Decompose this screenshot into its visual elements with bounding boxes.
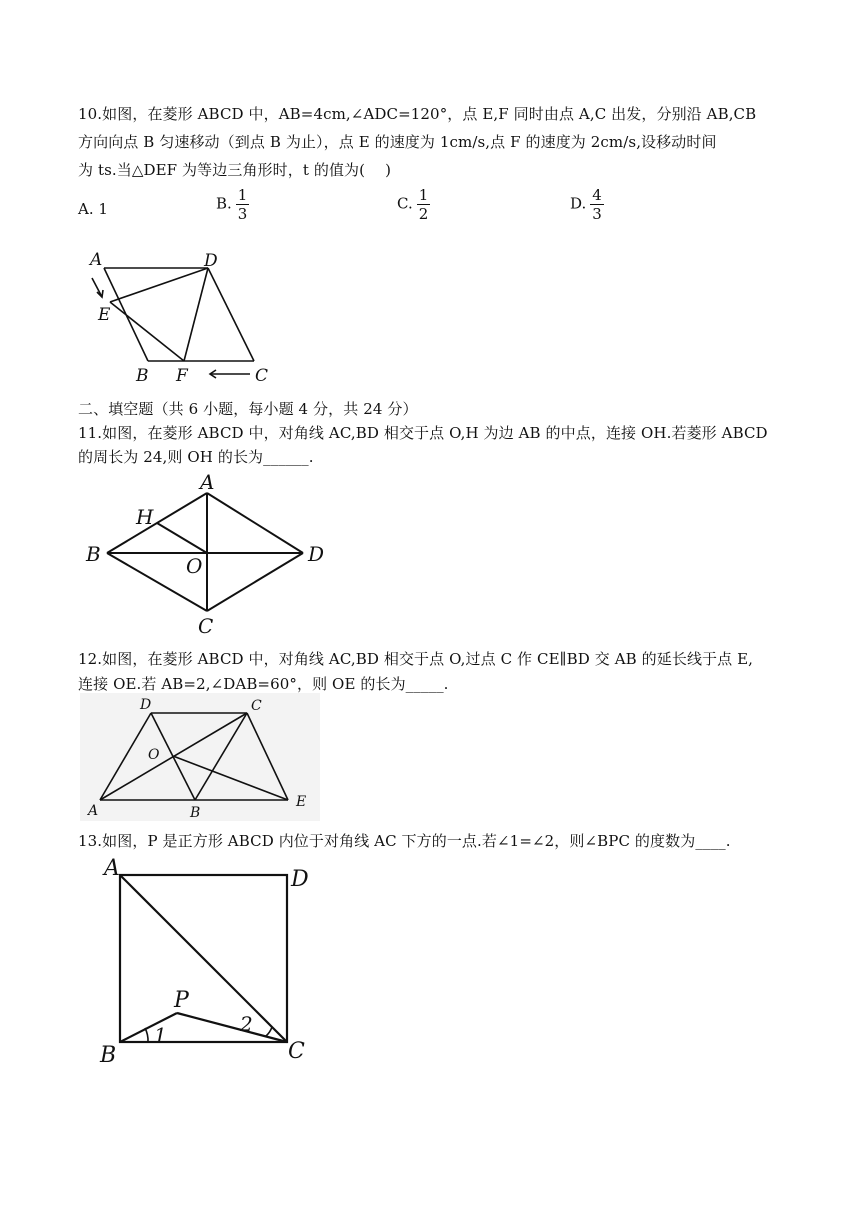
segment-oh <box>157 523 207 553</box>
option-b-label: B. <box>216 194 232 213</box>
section-2-title: 二、填空题（共 6 小题，每小题 4 分，共 24 分） <box>78 400 418 418</box>
segment-df <box>184 268 208 361</box>
label-b: B <box>190 805 201 821</box>
label-c: C <box>251 698 262 714</box>
label-c: C <box>288 1039 305 1064</box>
diagonal-ac <box>120 875 287 1042</box>
option-b-fraction <box>236 186 250 223</box>
edge-ad <box>207 493 303 553</box>
option-d-fraction <box>590 186 604 223</box>
option-d-label: D. <box>570 194 587 213</box>
label-o: O <box>148 747 160 763</box>
arrow-e-shaft <box>92 278 102 297</box>
label-o: O <box>186 554 203 578</box>
segment-de <box>110 268 208 302</box>
q11-line-1: 11.如图，在菱形 ABCD 中，对角线 AC,BD 相交于点 O,H 为边 AB 的中点，连接 OH.若菱形 ABCD <box>78 424 768 442</box>
q13-square-figure <box>90 855 330 1075</box>
label-c: C <box>255 366 269 386</box>
q10-line-1: 10.如图，在菱形 ABCD 中，AB=4cm,∠ADC=120°，点 E,F 同时由点 A,C 出发，分别沿 AB,CB <box>78 105 757 123</box>
option-d-denominator: 3 <box>592 205 602 223</box>
label-d: D <box>140 697 152 713</box>
label-d: D <box>204 251 218 271</box>
q10-option-d <box>570 186 604 223</box>
label-angle-1: 1 <box>154 1023 167 1047</box>
q10-option-c <box>397 186 430 223</box>
option-c-fraction <box>417 186 431 223</box>
q10-line-3: 为 ts.当△DEF 为等边三角形时，t 的值为( ) <box>78 161 392 179</box>
segment-ef <box>110 302 184 361</box>
q12-rhombus-figure <box>80 693 320 821</box>
label-d: D <box>291 867 309 892</box>
label-b: B <box>136 366 149 386</box>
label-a: A <box>200 470 215 494</box>
label-a: A <box>88 803 99 819</box>
q11-line-2: 的周长为 24,则 OH 的长为______. <box>78 448 314 466</box>
label-d: D <box>308 542 325 566</box>
angle-2-arc <box>266 1027 272 1036</box>
label-h: H <box>136 505 154 529</box>
edge-dc <box>207 553 303 611</box>
label-angle-2: 2 <box>240 1012 253 1036</box>
q13-line-1: 13.如图，P 是正方形 ABCD 内位于对角线 AC 下方的一点.若∠1=∠2，则∠BPC 的度数为____. <box>78 832 731 850</box>
label-e: E <box>296 794 307 810</box>
label-p: P <box>174 988 189 1013</box>
q10-line-2: 方向向点 B 匀速移动（到点 B 为止），点 E 的速度为 1cm/s,点 F 的速度为 2cm/s,设移动时间 <box>78 133 717 151</box>
option-c-denominator: 2 <box>418 205 429 223</box>
label-e: E <box>98 305 111 325</box>
q10-option-b <box>216 186 249 223</box>
segment-pc <box>177 1013 287 1042</box>
q10-option-a <box>78 200 108 218</box>
label-b: B <box>86 542 101 566</box>
option-a-label: A. 1 <box>78 200 108 218</box>
angle-1-arc <box>145 1028 148 1042</box>
label-c: C <box>198 614 214 638</box>
option-d-numerator: 4 <box>592 186 602 204</box>
label-b: B <box>100 1043 117 1068</box>
q12-line-2: 连接 OE.若 AB=2,∠DAB=60°，则 OE 的长为_____. <box>78 675 449 693</box>
q11-rhombus-figure <box>80 470 340 638</box>
edge-dc <box>208 268 254 361</box>
option-c-numerator: 1 <box>418 186 429 204</box>
label-a: A <box>90 250 103 270</box>
option-b-numerator: 1 <box>237 186 248 204</box>
label-a: A <box>104 856 120 881</box>
option-b-denominator: 3 <box>237 205 248 223</box>
q10-rhombus-figure <box>80 245 280 387</box>
option-c-label: C. <box>397 194 413 213</box>
q12-line-1: 12.如图，在菱形 ABCD 中，对角线 AC,BD 相交于点 O,过点 C 作 CE∥BD 交 AB 的延长线于点 E, <box>78 650 754 668</box>
label-f: F <box>176 366 188 386</box>
